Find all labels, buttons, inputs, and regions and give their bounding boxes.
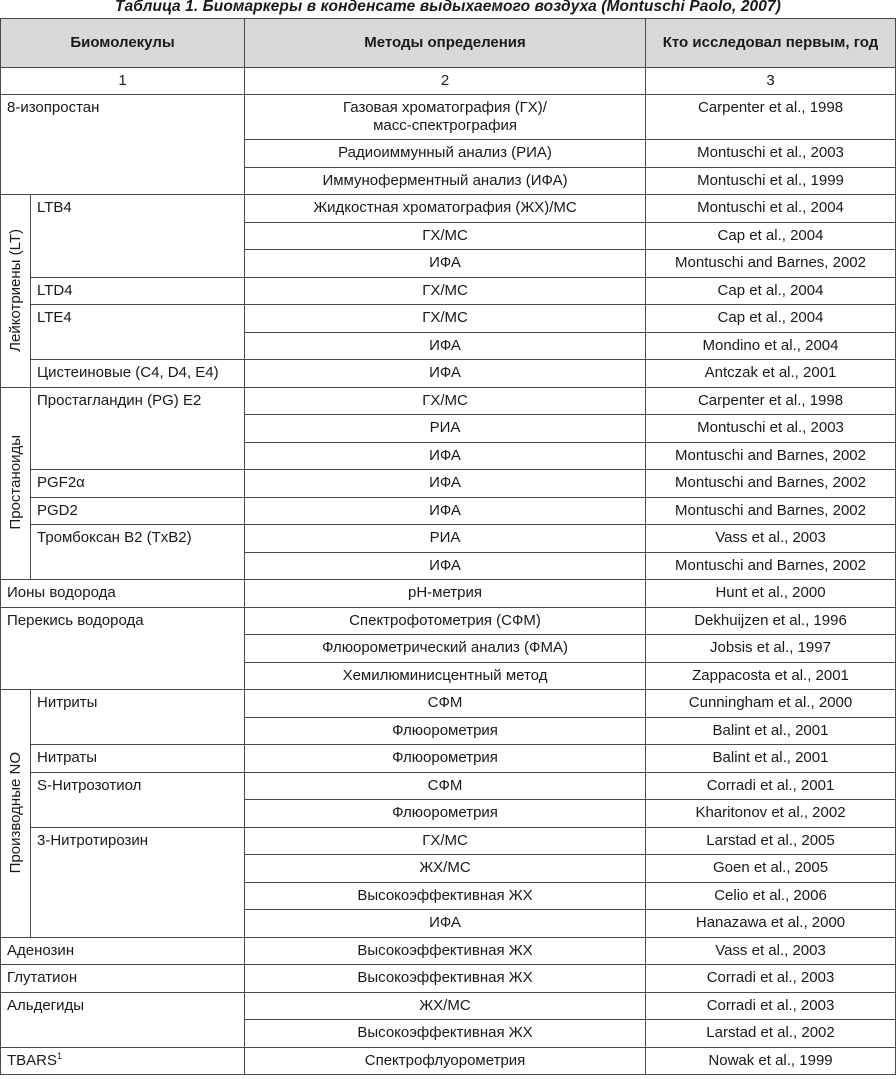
method-cell: СФМ — [245, 772, 646, 800]
reference-cell: Hanazawa et al., 2000 — [646, 910, 896, 938]
header-methods: Методы определения — [245, 19, 646, 68]
reference-cell: Cap et al., 2004 — [646, 222, 896, 250]
biomolecule-cell: Ионы водорода — [1, 580, 245, 608]
method-cell: ИФА — [245, 360, 646, 388]
method-cell: Высокоэффективная ЖХ — [245, 1020, 646, 1048]
method-cell: ИФА — [245, 552, 646, 580]
column-number: 2 — [245, 68, 646, 95]
method-cell: Высокоэффективная ЖХ — [245, 965, 646, 993]
method-cell: Иммуноферментный анализ (ИФА) — [245, 167, 646, 195]
table-row — [1, 195, 896, 223]
method-cell: Спектрофлуорометрия — [245, 1047, 646, 1075]
reference-cell: Montuschi and Barnes, 2002 — [646, 442, 896, 470]
table-row — [1, 497, 896, 525]
method-cell: Флюорометрия — [245, 745, 646, 773]
method-cell: Хемилюминисцентный метод — [245, 662, 646, 690]
reference-cell: Montuschi et al., 2004 — [646, 195, 896, 223]
reference-cell: Montuschi et al., 2003 — [646, 415, 896, 443]
reference-cell: Vass et al., 2003 — [646, 937, 896, 965]
reference-cell: Montuschi and Barnes, 2002 — [646, 470, 896, 498]
biomolecule-cell: Альдегиды — [1, 992, 245, 1047]
reference-cell: Cap et al., 2004 — [646, 305, 896, 333]
method-cell: ГХ/МС — [245, 277, 646, 305]
reference-cell: Cunningham et al., 2000 — [646, 690, 896, 718]
reference-cell: Vass et al., 2003 — [646, 525, 896, 553]
method-cell: Флюорометрический анализ (ФМА) — [245, 635, 646, 663]
biomolecule-cell: PGD2 — [31, 497, 245, 525]
method-cell: ГХ/МС — [245, 305, 646, 333]
reference-cell: Corradi et al., 2003 — [646, 992, 896, 1020]
table-row — [1, 827, 896, 855]
table-row — [1, 745, 896, 773]
biomolecule-cell: Глутатион — [1, 965, 245, 993]
group-label: Лейкотриены (LT) — [6, 228, 24, 352]
biomolecule-cell: LTD4 — [31, 277, 245, 305]
table-row — [1, 607, 896, 635]
table-row — [1, 992, 896, 1020]
method-cell: СФМ — [245, 690, 646, 718]
reference-cell: Carpenter et al., 1998 — [646, 95, 896, 140]
reference-cell: Corradi et al., 2003 — [646, 965, 896, 993]
biomolecule-cell: Аденозин — [1, 937, 245, 965]
group-label: Простаноиды — [6, 435, 24, 531]
table-row — [1, 937, 896, 965]
table-row — [1, 525, 896, 553]
biomolecule-cell: Нитриты — [31, 690, 245, 745]
table-row — [1, 690, 896, 718]
reference-cell: Nowak et al., 1999 — [646, 1047, 896, 1075]
reference-cell: Larstad et al., 2002 — [646, 1020, 896, 1048]
footnote-marker: 1 — [57, 1050, 63, 1061]
method-cell: Жидкостная хроматография (ЖХ)/МС — [245, 195, 646, 223]
biomarkers-table — [0, 18, 896, 1075]
method-cell: Радиоиммунный анализ (РИА) — [245, 140, 646, 168]
table-row — [1, 387, 896, 415]
method-cell — [245, 95, 646, 140]
reference-cell: Mondino et al., 2004 — [646, 332, 896, 360]
method-line: масс-спектрография — [373, 117, 517, 134]
header-biomolecules: Биомолекулы — [1, 19, 245, 68]
table-row — [1, 277, 896, 305]
reference-cell: Kharitonov et al., 2002 — [646, 800, 896, 828]
method-cell: ИФА — [245, 332, 646, 360]
group-label: Производные NO — [6, 752, 24, 874]
reference-cell: Montuschi and Barnes, 2002 — [646, 552, 896, 580]
table-caption: Таблица 1. Биомаркеры в конденсате выдыхаемого воздуха (Montuschi Paolo, 2007) — [115, 0, 781, 15]
biomolecule-cell: LTB4 — [31, 195, 245, 278]
reference-cell: Cap et al., 2004 — [646, 277, 896, 305]
reference-cell: Larstad et al., 2005 — [646, 827, 896, 855]
method-cell: ЖХ/МС — [245, 992, 646, 1020]
biomolecule-cell: S-Нитрозотиол — [31, 772, 245, 827]
reference-cell: Carpenter et al., 1998 — [646, 387, 896, 415]
reference-cell: Goen et al., 2005 — [646, 855, 896, 883]
reference-cell: Celio et al., 2006 — [646, 882, 896, 910]
biomolecule-cell: Нитраты — [31, 745, 245, 773]
table-row — [1, 1047, 896, 1075]
method-cell: ГХ/МС — [245, 222, 646, 250]
reference-cell: Balint et al., 2001 — [646, 745, 896, 773]
group-leukotrienes — [1, 195, 31, 388]
reference-cell: Antczak et al., 2001 — [646, 360, 896, 388]
reference-cell: Montuschi and Barnes, 2002 — [646, 497, 896, 525]
biomolecule-cell — [1, 1047, 245, 1075]
reference-cell: Balint et al., 2001 — [646, 717, 896, 745]
method-cell: ИФА — [245, 470, 646, 498]
method-cell: ГХ/МС — [245, 827, 646, 855]
table-row — [1, 772, 896, 800]
header-researcher: Кто исследовал первым, год — [646, 19, 896, 68]
biomolecule-cell: 8-изопростан — [1, 95, 245, 195]
biomolecule-cell: Перекись водорода — [1, 607, 245, 690]
biomolecule-name: TBARS — [7, 1051, 58, 1069]
reference-cell: Zappacosta et al., 2001 — [646, 662, 896, 690]
reference-cell: Hunt et al., 2000 — [646, 580, 896, 608]
table-row — [1, 470, 896, 498]
biomolecule-cell: PGF2α — [31, 470, 245, 498]
column-number: 3 — [646, 68, 896, 95]
biomolecule-cell: LTE4 — [31, 305, 245, 360]
method-cell: ИФА — [245, 910, 646, 938]
biomolecule-cell: Тромбоксан B2 (TxB2) — [31, 525, 245, 580]
table-row — [1, 580, 896, 608]
method-cell: Спектрофотометрия (СФМ) — [245, 607, 646, 635]
header-row — [1, 19, 896, 68]
method-cell: Флюорометрия — [245, 717, 646, 745]
table-row — [1, 95, 896, 140]
method-cell: ГХ/МС — [245, 387, 646, 415]
method-line: Газовая хроматография (ГХ)/ — [343, 99, 547, 116]
method-cell: Флюорометрия — [245, 800, 646, 828]
method-cell: Высокоэффективная ЖХ — [245, 882, 646, 910]
table-row — [1, 360, 896, 388]
method-cell: ИФА — [245, 497, 646, 525]
biomolecule-cell: Простагландин (PG) E2 — [31, 387, 245, 470]
reference-cell: Montuschi et al., 1999 — [646, 167, 896, 195]
reference-cell: Montuschi et al., 2003 — [646, 140, 896, 168]
method-cell: ЖХ/МС — [245, 855, 646, 883]
column-number-row — [1, 68, 896, 95]
group-no-derivatives — [1, 690, 31, 938]
method-cell: Высокоэффективная ЖХ — [245, 937, 646, 965]
reference-cell: Dekhuijzen et al., 1996 — [646, 607, 896, 635]
method-cell: РИА — [245, 525, 646, 553]
table-row — [1, 965, 896, 993]
group-prostanoids — [1, 387, 31, 580]
method-cell: ИФА — [245, 250, 646, 278]
reference-cell: Corradi et al., 2001 — [646, 772, 896, 800]
method-cell: РИА — [245, 415, 646, 443]
reference-cell: Montuschi and Barnes, 2002 — [646, 250, 896, 278]
column-number: 1 — [1, 68, 245, 95]
reference-cell: Jobsis et al., 1997 — [646, 635, 896, 663]
method-cell: ИФА — [245, 442, 646, 470]
biomolecule-cell: 3-Нитротирозин — [31, 827, 245, 937]
biomolecule-cell: Цистеиновые (C4, D4, E4) — [31, 360, 245, 388]
table-row — [1, 305, 896, 333]
method-cell: pH-метрия — [245, 580, 646, 608]
